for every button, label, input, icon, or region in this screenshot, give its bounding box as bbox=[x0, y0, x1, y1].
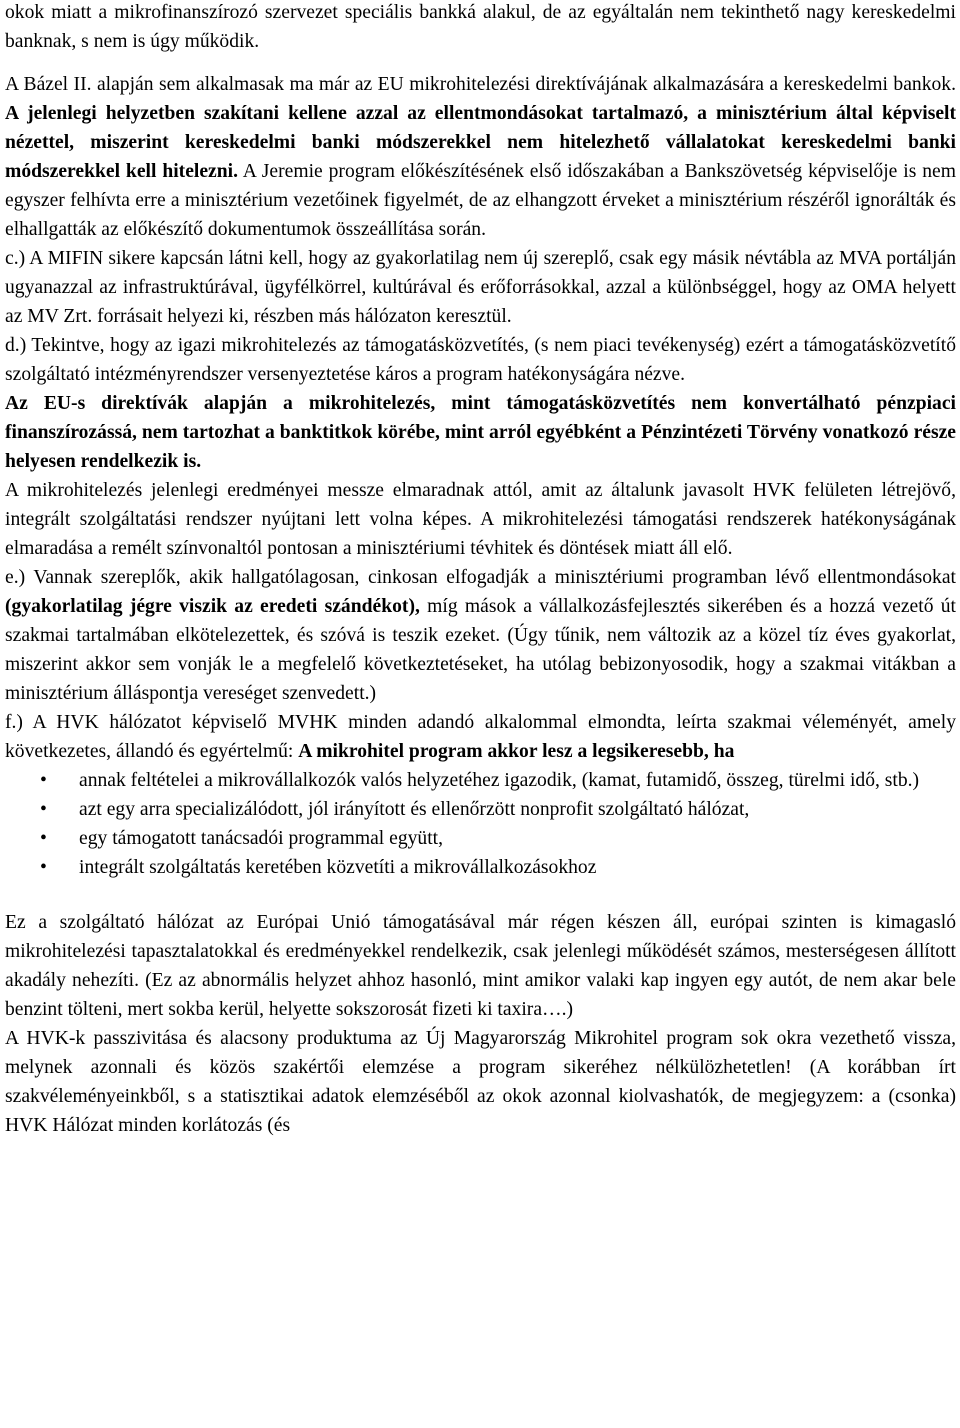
paragraph-results: A mikrohitelezés jelenlegi eredményei messze elmaradnak attól, amit az általunk javasolt HVK felületen létrejövő, integrált szolgáltatási rendszer nyújtani lett volna képes. A mikrohitelezési támogatási rendszerek hatékonyságának elmaradása a remélt színvonaltól pontosan a minisztériumi tévhitek és döntések miatt áll elő. bbox=[5, 480, 956, 559]
paragraph-mvhk bbox=[5, 708, 956, 766]
actors-text: e.) Vannak szereplők, akik hallgatólagosan, cinkosan elfogadják a minisztériumi programban lévő ellentmondásokat bbox=[5, 567, 956, 588]
paragraph-basel bbox=[5, 70, 956, 244]
bullet-icon: • bbox=[40, 857, 47, 878]
mvhk-text: f.) A HVK hálózatot képviselő MVHK minden adandó alkalommal elmondta, leírta szakmai véleményét, amely következetes, állandó és egyértelmű: bbox=[5, 712, 956, 762]
actors-bold-text: (gyakorlatilag jégre viszik az eredeti szándékot), bbox=[5, 596, 420, 617]
conditions-list bbox=[5, 766, 956, 882]
list-item bbox=[5, 824, 956, 853]
list-item-text: annak feltételei a mikrovállalkozók valós helyzetéhez igazodik, (kamat, futamidő, összeg, türelmi idő, stb.) bbox=[79, 770, 920, 791]
list-item bbox=[5, 795, 956, 824]
eu-directives-bold-text: Az EU-s direktívák alapján a mikrohitelezés, mint támogatásközvetítés nem konvertálható pénzpiaci finanszírozássá, nem tartozhat a banktitkok körébe, mint arról egyébként a Pénzintézeti Törvény vonatkozó része helyesen rendelkezik is. bbox=[5, 393, 956, 472]
actors-text-continued: míg mások a vállalkozásfejlesztés sikerében és a hozzá vezető út szakmai tartalmában elkötelezettek, és szóvá is teszik ezeket. (Úgy tűnik, nem változik az a közel tíz éves gyakorlat, miszerint akkor sem vonják le a megfelelő következtetéseket, ha utólag bebizonyosodik, hogy a szakmai vitákban a minisztérium álláspontja vereséget szenvedett.) bbox=[5, 596, 956, 704]
basel-bold-text: A jelenlegi helyzetben szakítani kellene azzal az ellentmondásokat tartalmazó, a minisztérium által képviselt nézettel, miszerint kereskedelmi banki módszerekkel nem hitelezhető vállalatokat kereskedelmi banki módszerekkel kell hitelezni. bbox=[5, 103, 956, 182]
list-item-text: egy támogatott tanácsadói programmal együtt, bbox=[79, 828, 444, 849]
mvhk-bold-text: A mikrohitel program akkor lesz a legsikeresebb, ha bbox=[298, 741, 735, 762]
paragraph-hvk-passivity: A HVK-k passzivitása és alacsony produktuma az Új Magyarország Mikrohitel program sok okra vezethető vissza, melynek azonnali és közös szakértői elemzése a program sikeréhez nélkülözhetetlen! (A korábban írt szakvéleményeinkből, s a statisztikai adatok elemzéséből az okok azonnal kiolvashatók, de megjegyzem: a (csonka) HVK Hálózat minden korlátozás (és bbox=[5, 1028, 956, 1136]
document-page bbox=[5, 0, 956, 1140]
paragraph-support-mediation: d.) Tekintve, hogy az igazi mikrohitelezés az támogatásközvetítés, (s nem piaci tevékenység) ezért a támogatásközvetítő szolgáltató intézményrendszer versenyeztetése káros a program hatékonyságára nézve. bbox=[5, 335, 956, 385]
list-item bbox=[5, 766, 956, 795]
basel-text: A Bázel II. alapján sem alkalmasak ma már az EU mikrohitelezési direktívájának alkalmazására a kereskedelmi bankok. bbox=[5, 74, 956, 95]
paragraph-actors bbox=[5, 563, 956, 708]
bullet-icon: • bbox=[40, 828, 47, 849]
list-item-text: azt egy arra specializálódott, jól irányított és ellenőrzött nonprofit szolgáltató hálózat, bbox=[79, 799, 750, 820]
list-item-text: integrált szolgáltatás keretében közvetíti a mikrovállalkozásokhoz bbox=[79, 857, 597, 878]
jeremie-text: A Jeremie program előkészítésének első időszakában a Bankszövetség képviselője is nem egyszer felhívta erre a minisztérium vezetőinek figyelmét, de az elhangzott érveket a minisztérium részéről ignorálták és elhallgatták az előkészítő dokumentumok összeállítása során. bbox=[5, 161, 956, 240]
bullet-icon: • bbox=[40, 770, 47, 791]
paragraph-eu-directives bbox=[5, 389, 956, 476]
paragraph-network: Ez a szolgáltató hálózat az Európai Unió támogatásával már régen készen áll, európai szinten is kimagasló mikrohitelezési tapasztalatokkal és eredményekkel rendelkezik, csak jelenlegi működését számos, mesterségesen állított akadály nehezíti. (Ez az abnormális helyzet ahhoz hasonló, mint amikor valaki kap ingyen egy autót, de nem akar bele benzint tölteni, mert sokba kerül, helyette sokszorosát fizeti ki taxira….) bbox=[5, 912, 956, 1020]
list-item bbox=[5, 853, 956, 882]
paragraph-mifin: c.) A MIFIN sikere kapcsán látni kell, hogy az gyakorlatilag nem új szereplő, csak egy másik névtábla az MVA portálján ugyanazzal az infrastruktúrával, ügyfélkörrel, kultúrával és erőforrásokkal, azzal a különbséggel, hogy az OMA helyett az MV Zrt. forrásait helyezi ki, részben más hálózaton keresztül. bbox=[5, 248, 956, 327]
paragraph-bank-intro: okok miatt a mikrofinanszírozó szervezet speciális bankká alakul, de az egyáltalán nem tekinthető nagy kereskedelmi banknak, s nem is úgy működik. bbox=[5, 2, 956, 52]
bullet-icon: • bbox=[40, 799, 47, 820]
